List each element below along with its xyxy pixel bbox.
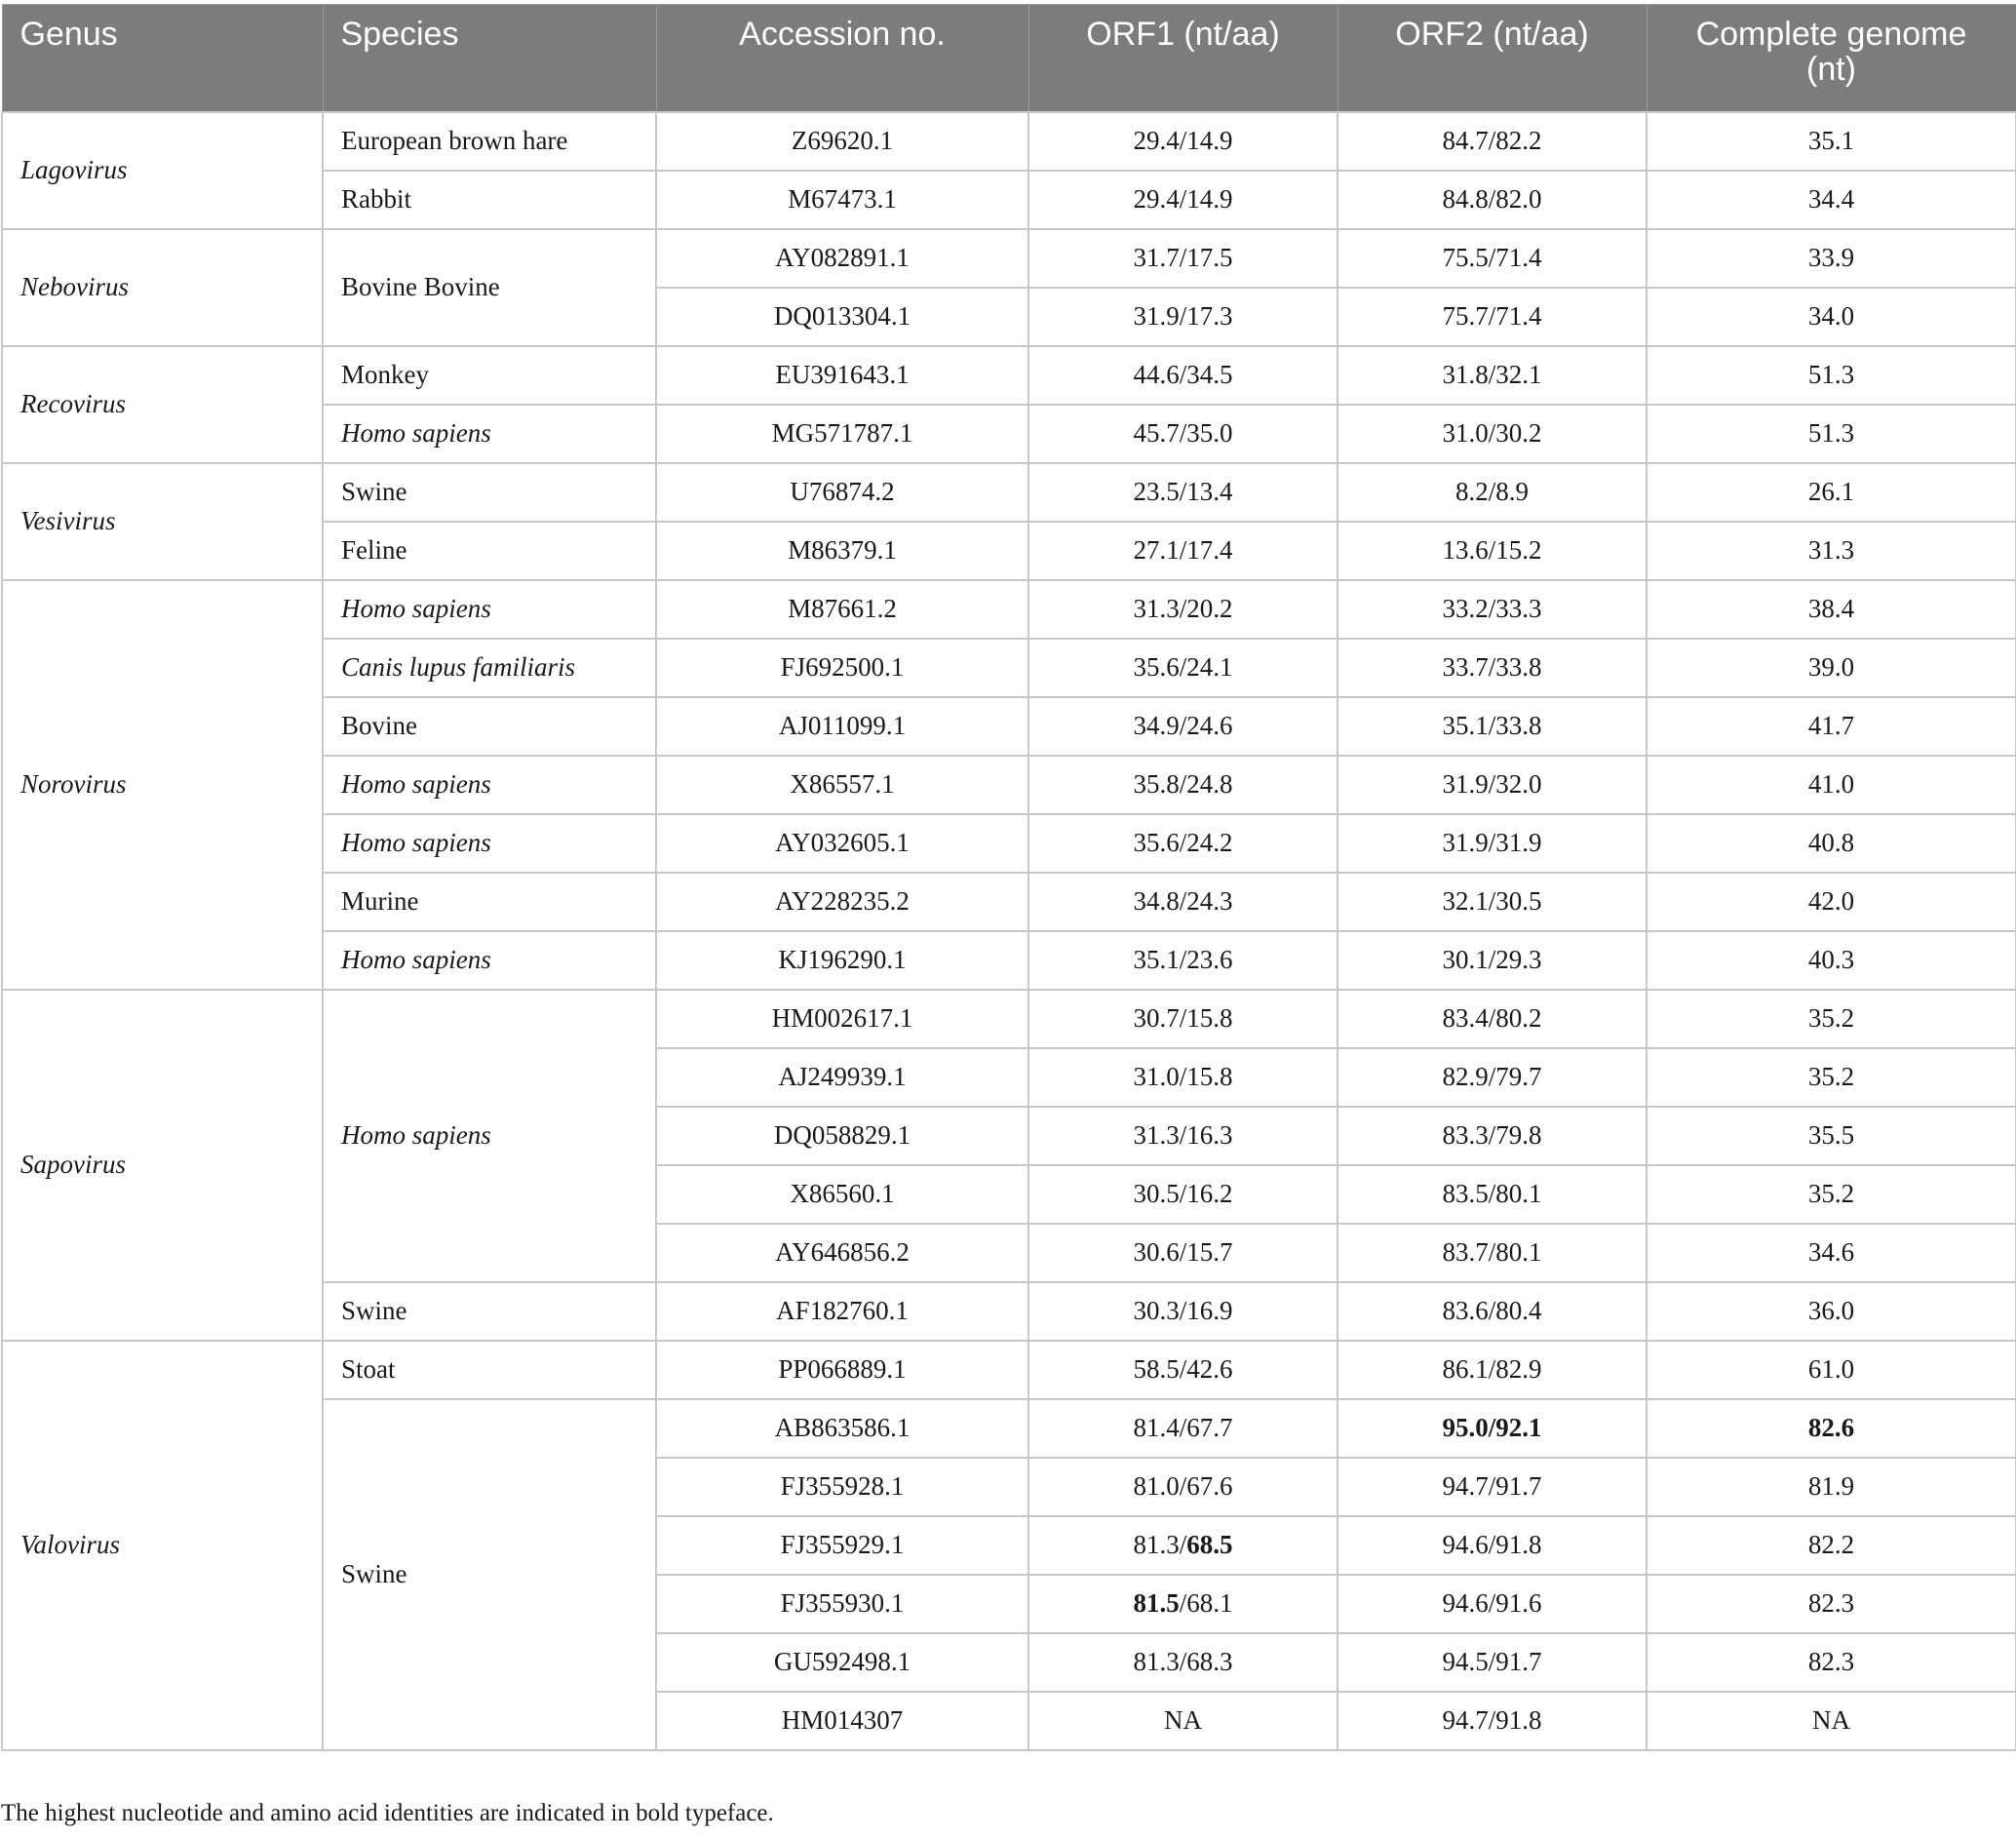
orf2-cell: 75.7/71.4 — [1338, 288, 1647, 346]
genome-cell: 41.0 — [1647, 756, 2016, 814]
genome-cell-highest: 82.6 — [1647, 1399, 2016, 1458]
genome-cell: 41.7 — [1647, 697, 2016, 756]
orf1-nt-highest: 81.5 — [1133, 1588, 1180, 1618]
genome-cell: 82.3 — [1647, 1575, 2016, 1633]
genome-cell: 34.6 — [1647, 1224, 2016, 1282]
orf2-cell: 94.5/91.7 — [1338, 1633, 1647, 1692]
header-orf2: ORF2 (nt/aa) — [1338, 5, 1647, 112]
table-row — [2, 580, 2016, 639]
orf1-cell: 23.5/13.4 — [1028, 463, 1338, 522]
accession-cell: AB863586.1 — [656, 1399, 1028, 1458]
orf1-cell — [1028, 1516, 1338, 1575]
orf1-cell: 30.3/16.9 — [1028, 1282, 1338, 1341]
species-cell: Swine — [323, 1282, 656, 1341]
orf1-nt-value: 81.3/ — [1133, 1530, 1187, 1559]
accession-cell: X86557.1 — [656, 756, 1028, 814]
table-row — [2, 463, 2016, 522]
orf2-cell: 75.5/71.4 — [1338, 229, 1647, 288]
orf2-cell: 33.7/33.8 — [1338, 639, 1647, 697]
orf1-cell: 30.6/15.7 — [1028, 1224, 1338, 1282]
accession-cell: PP066889.1 — [656, 1341, 1028, 1399]
orf1-cell: 31.0/15.8 — [1028, 1048, 1338, 1107]
accession-cell: HM014307 — [656, 1692, 1028, 1750]
orf2-cell: 83.7/80.1 — [1338, 1224, 1647, 1282]
orf2-cell: 35.1/33.8 — [1338, 697, 1647, 756]
orf1-cell: 30.7/15.8 — [1028, 990, 1338, 1048]
orf2-cell: 94.7/91.8 — [1338, 1692, 1647, 1750]
orf2-cell: 31.0/30.2 — [1338, 405, 1647, 463]
accession-cell: AY228235.2 — [656, 873, 1028, 931]
genome-cell: 35.1 — [1647, 112, 2016, 171]
orf1-cell: 29.4/14.9 — [1028, 112, 1338, 171]
genus-cell: Recovirus — [2, 346, 323, 463]
orf1-cell: 45.7/35.0 — [1028, 405, 1338, 463]
header-accession: Accession no. — [656, 5, 1028, 112]
orf1-cell: 29.4/14.9 — [1028, 171, 1338, 229]
species-cell: Homo sapiens — [323, 814, 656, 873]
orf2-cell: 94.7/91.7 — [1338, 1458, 1647, 1516]
species-cell: Bovine — [323, 697, 656, 756]
header-genome-line2: (nt) — [1806, 51, 1856, 88]
orf2-cell: 13.6/15.2 — [1338, 522, 1647, 580]
table-row — [2, 112, 2016, 171]
orf1-cell: 35.6/24.2 — [1028, 814, 1338, 873]
header-genus: Genus — [2, 5, 323, 112]
genus-cell: Vesivirus — [2, 463, 323, 580]
accession-cell: U76874.2 — [656, 463, 1028, 522]
header-genome — [1647, 5, 2016, 112]
genome-cell: 82.2 — [1647, 1516, 2016, 1575]
orf1-cell: 81.4/67.7 — [1028, 1399, 1338, 1458]
orf1-aa-value: /68.1 — [1179, 1588, 1233, 1618]
orf1-cell — [1028, 1575, 1338, 1633]
accession-cell: DQ013304.1 — [656, 288, 1028, 346]
orf1-cell: 31.7/17.5 — [1028, 229, 1338, 288]
accession-cell: GU592498.1 — [656, 1633, 1028, 1692]
species-cell: Bovine Bovine — [323, 229, 656, 346]
genome-cell: 35.5 — [1647, 1107, 2016, 1165]
orf1-cell: 58.5/42.6 — [1028, 1341, 1338, 1399]
accession-cell: M86379.1 — [656, 522, 1028, 580]
accession-cell: AY032605.1 — [656, 814, 1028, 873]
header-orf1: ORF1 (nt/aa) — [1028, 5, 1338, 112]
species-cell: Monkey — [323, 346, 656, 405]
table-footnote: The highest nucleotide and amino acid identities are indicated in bold typeface. — [1, 1800, 774, 1826]
species-cell: Swine — [323, 1399, 656, 1750]
orf1-cell: 44.6/34.5 — [1028, 346, 1338, 405]
accession-cell: AY646856.2 — [656, 1224, 1028, 1282]
accession-cell: DQ058829.1 — [656, 1107, 1028, 1165]
accession-cell: AJ249939.1 — [656, 1048, 1028, 1107]
species-cell: Homo sapiens — [323, 405, 656, 463]
header-row — [2, 5, 2016, 112]
orf2-cell: 86.1/82.9 — [1338, 1341, 1647, 1399]
accession-cell: AY082891.1 — [656, 229, 1028, 288]
table-row — [2, 990, 2016, 1048]
genome-cell: 42.0 — [1647, 873, 2016, 931]
orf2-cell: 31.9/32.0 — [1338, 756, 1647, 814]
genus-cell: Lagovirus — [2, 112, 323, 229]
table-row — [2, 346, 2016, 405]
orf1-cell: 34.8/24.3 — [1028, 873, 1338, 931]
species-cell: Feline — [323, 522, 656, 580]
header-species: Species — [323, 5, 656, 112]
species-cell: Canis lupus familiaris — [323, 639, 656, 697]
orf2-cell: 83.3/79.8 — [1338, 1107, 1647, 1165]
orf2-cell: 84.8/82.0 — [1338, 171, 1647, 229]
accession-cell: M87661.2 — [656, 580, 1028, 639]
genus-cell: Nebovirus — [2, 229, 323, 346]
genome-cell: 38.4 — [1647, 580, 2016, 639]
species-cell: Homo sapiens — [323, 580, 656, 639]
orf2-cell: 94.6/91.8 — [1338, 1516, 1647, 1575]
species-cell: Homo sapiens — [323, 990, 656, 1282]
orf2-cell: 31.8/32.1 — [1338, 346, 1647, 405]
species-cell: Homo sapiens — [323, 756, 656, 814]
accession-cell: X86560.1 — [656, 1165, 1028, 1224]
genome-cell: 36.0 — [1647, 1282, 2016, 1341]
genome-cell: 40.8 — [1647, 814, 2016, 873]
accession-cell: FJ692500.1 — [656, 639, 1028, 697]
orf2-cell: 83.4/80.2 — [1338, 990, 1647, 1048]
orf1-cell: 81.0/67.6 — [1028, 1458, 1338, 1516]
genome-cell: 81.9 — [1647, 1458, 2016, 1516]
accession-cell: M67473.1 — [656, 171, 1028, 229]
orf2-cell: 31.9/31.9 — [1338, 814, 1647, 873]
accession-cell: Z69620.1 — [656, 112, 1028, 171]
genome-cell: 35.2 — [1647, 1048, 2016, 1107]
genome-cell: 34.0 — [1647, 288, 2016, 346]
orf1-cell: 35.1/23.6 — [1028, 931, 1338, 990]
orf1-cell: 31.9/17.3 — [1028, 288, 1338, 346]
orf1-cell: 35.8/24.8 — [1028, 756, 1338, 814]
table-row — [2, 1341, 2016, 1399]
orf2-cell: 83.5/80.1 — [1338, 1165, 1647, 1224]
genome-cell: 34.4 — [1647, 171, 2016, 229]
orf2-cell: 82.9/79.7 — [1338, 1048, 1647, 1107]
accession-cell: FJ355930.1 — [656, 1575, 1028, 1633]
species-cell: Stoat — [323, 1341, 656, 1399]
genome-cell: 61.0 — [1647, 1341, 2016, 1399]
genome-cell: 51.3 — [1647, 346, 2016, 405]
orf1-cell: 34.9/24.6 — [1028, 697, 1338, 756]
header-genome-line1: Complete genome — [1695, 16, 1967, 53]
species-cell: Rabbit — [323, 171, 656, 229]
accession-cell: HM002617.1 — [656, 990, 1028, 1048]
genome-cell: 35.2 — [1647, 990, 2016, 1048]
accession-cell: AJ011099.1 — [656, 697, 1028, 756]
accession-cell: FJ355928.1 — [656, 1458, 1028, 1516]
genus-cell: Valovirus — [2, 1341, 323, 1750]
orf1-aa-highest: 68.5 — [1186, 1530, 1233, 1559]
orf1-cell: NA — [1028, 1692, 1338, 1750]
genome-cell: 40.3 — [1647, 931, 2016, 990]
genome-cell: 51.3 — [1647, 405, 2016, 463]
species-cell: Murine — [323, 873, 656, 931]
genome-cell: 82.3 — [1647, 1633, 2016, 1692]
orf1-cell: 27.1/17.4 — [1028, 522, 1338, 580]
genome-cell: 31.3 — [1647, 522, 2016, 580]
genome-cell: 39.0 — [1647, 639, 2016, 697]
accession-cell: AF182760.1 — [656, 1282, 1028, 1341]
orf2-cell: 84.7/82.2 — [1338, 112, 1647, 171]
orf1-cell: 81.3/68.3 — [1028, 1633, 1338, 1692]
orf2-cell: 33.2/33.3 — [1338, 580, 1647, 639]
accession-cell: KJ196290.1 — [656, 931, 1028, 990]
genus-cell: Sapovirus — [2, 990, 323, 1341]
species-cell: European brown hare — [323, 112, 656, 171]
orf1-cell: 30.5/16.2 — [1028, 1165, 1338, 1224]
orf1-cell: 31.3/16.3 — [1028, 1107, 1338, 1165]
species-cell: Swine — [323, 463, 656, 522]
genus-cell: Norovirus — [2, 580, 323, 990]
orf2-cell: 30.1/29.3 — [1338, 931, 1647, 990]
accession-cell: EU391643.1 — [656, 346, 1028, 405]
orf2-cell: 94.6/91.6 — [1338, 1575, 1647, 1633]
genome-cell: 26.1 — [1647, 463, 2016, 522]
genome-cell: 33.9 — [1647, 229, 2016, 288]
genome-cell: 35.2 — [1647, 1165, 2016, 1224]
genome-cell: NA — [1647, 1692, 2016, 1750]
species-cell: Homo sapiens — [323, 931, 656, 990]
orf1-cell: 35.6/24.1 — [1028, 639, 1338, 697]
orf2-cell: 83.6/80.4 — [1338, 1282, 1647, 1341]
identity-table — [1, 4, 2016, 1751]
accession-cell: FJ355929.1 — [656, 1516, 1028, 1575]
orf2-cell: 8.2/8.9 — [1338, 463, 1647, 522]
orf1-cell: 31.3/20.2 — [1028, 580, 1338, 639]
orf2-cell-highest: 95.0/92.1 — [1338, 1399, 1647, 1458]
accession-cell: MG571787.1 — [656, 405, 1028, 463]
table-row — [2, 229, 2016, 288]
orf2-cell: 32.1/30.5 — [1338, 873, 1647, 931]
